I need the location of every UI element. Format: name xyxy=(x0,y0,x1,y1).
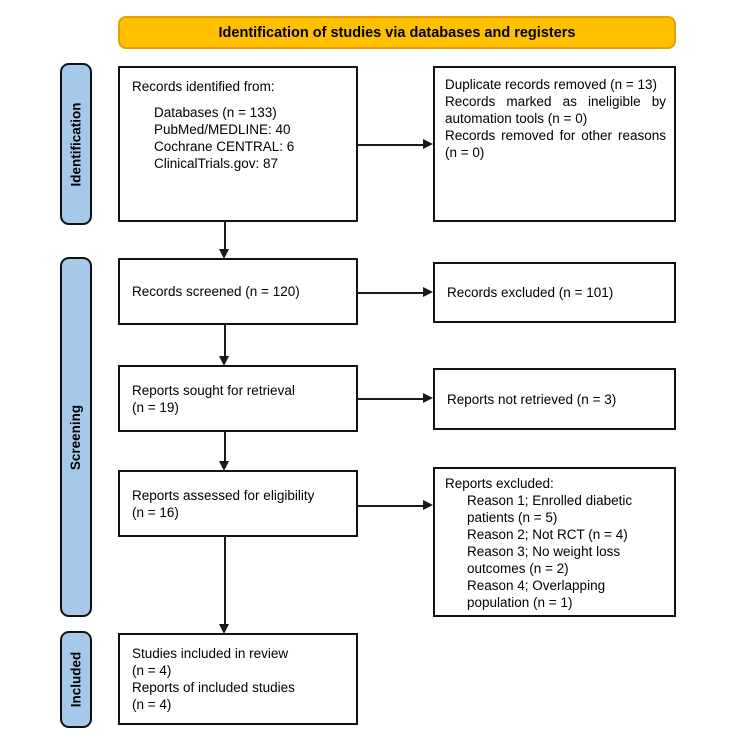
studies-included-line: Reports of included studies xyxy=(132,680,295,695)
arrow-assessed-to-reports-excluded xyxy=(358,505,423,507)
stage-included-label: Included xyxy=(68,651,84,708)
studies-included-line: (n = 4) xyxy=(132,663,172,678)
arrow-screened-to-excluded xyxy=(358,292,423,294)
reports-assessed-line1: Reports assessed for eligibility xyxy=(132,487,315,503)
reports-excluded-reason: Reason 1; Enrolled diabetic patients (n = 5) xyxy=(467,493,633,525)
reports-excluded-reason: Reason 3; No weight loss outcomes (n = 2) xyxy=(467,544,621,576)
stage-identification xyxy=(60,63,92,225)
reports-sought-line1: Reports sought for retrieval xyxy=(132,382,295,398)
box-records-screened xyxy=(118,258,358,325)
records-excluded-text: Records excluded (n = 101) xyxy=(447,285,614,300)
arrow-sought-to-not-retrieved xyxy=(358,398,423,400)
box-records-excluded xyxy=(433,262,676,323)
records-screened-text: Records screened (n = 120) xyxy=(132,284,300,299)
box-records-identified xyxy=(118,66,358,222)
arrow-assessed-to-included xyxy=(224,537,226,624)
reports-excluded-title: Reports excluded: xyxy=(445,476,554,491)
box-studies-included xyxy=(118,633,358,725)
box-duplicates-removed xyxy=(433,66,676,222)
reports-excluded-reason: Reason 4; Overlapping population (n = 1) xyxy=(467,578,606,610)
box-reports-assessed xyxy=(118,470,358,537)
studies-included-line: (n = 4) xyxy=(132,697,172,712)
box-reports-excluded xyxy=(433,467,676,617)
records-identified-title: Records identified from: xyxy=(132,79,275,94)
reports-sought-line2: (n = 19) xyxy=(132,399,179,415)
duplicates-removed-line: Duplicate records removed (n = 13) xyxy=(445,77,657,92)
studies-included-line: Studies included in review xyxy=(132,646,289,661)
arrow-sought-to-assessed xyxy=(224,432,226,461)
banner-title: Identification of studies via databases and registers xyxy=(118,16,676,49)
arrow-screened-to-sought xyxy=(224,325,226,356)
reports-excluded-reason: Reason 2; Not RCT (n = 4) xyxy=(467,527,628,542)
records-identified-item: Databases (n = 133) xyxy=(154,105,277,120)
stage-included xyxy=(60,631,92,728)
reports-assessed-line2: (n = 16) xyxy=(132,504,179,520)
arrow-identified-to-screened xyxy=(224,222,226,249)
duplicates-removed-line: Records marked as ineligible by automation tools (n = 0) xyxy=(445,94,666,126)
stage-identification-label: Identification xyxy=(68,102,84,186)
box-reports-not-retrieved xyxy=(433,368,676,430)
spacer xyxy=(132,95,348,104)
records-identified-item: Cochrane CENTRAL: 6 xyxy=(154,139,295,154)
duplicates-removed-line: Records removed for other reasons (n = 0) xyxy=(445,128,666,160)
records-identified-item: PubMed/MEDLINE: 40 xyxy=(154,122,291,137)
arrow-identified-to-duplicates xyxy=(358,144,423,146)
reports-not-retrieved-text: Reports not retrieved (n = 3) xyxy=(447,391,617,407)
records-identified-item: ClinicalTrials.gov: 87 xyxy=(154,156,279,171)
stage-screening xyxy=(60,257,92,617)
stage-screening-label: Screening xyxy=(68,404,84,470)
box-reports-sought xyxy=(118,365,358,432)
